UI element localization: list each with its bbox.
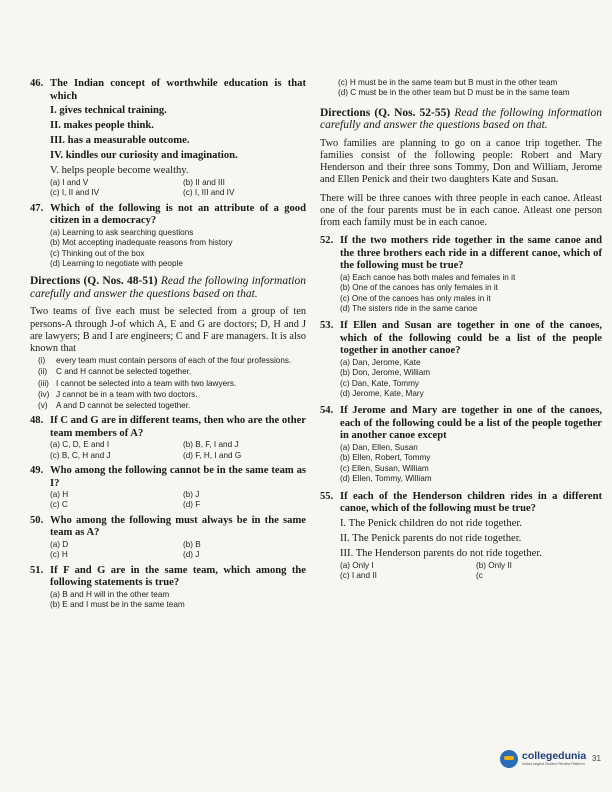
statement: III. The Henderson parents do not ride together. bbox=[340, 547, 542, 559]
question-number: 54. bbox=[320, 405, 334, 417]
option: (c) Ellen, Susan, William bbox=[340, 463, 429, 473]
options bbox=[30, 228, 306, 270]
collegedunia-logo bbox=[500, 750, 586, 768]
question-51 bbox=[30, 565, 306, 611]
question-text: Who among the following cannot be in the same team as I? bbox=[50, 465, 306, 489]
question-number: 46. bbox=[30, 78, 44, 89]
question-50 bbox=[30, 515, 306, 561]
directions-paragraph: Two teams of five each must be selected from a group of ten persons-A through J-of which A, E and G are doctors; D, H and J are lawyers; B and I are engineers; C and F are managers. It is also known that bbox=[30, 306, 306, 355]
question-number: 47. bbox=[30, 202, 44, 214]
question-text: Who among the following must always be in the same team as A? bbox=[50, 514, 306, 539]
directions-heading: Directions (Q. Nos. 52-55) bbox=[320, 106, 451, 119]
option: (b) Don, Jerome, William bbox=[340, 368, 431, 378]
question-47 bbox=[30, 203, 306, 270]
brand-name: collegedunia bbox=[522, 750, 587, 762]
graduate-mascot-icon bbox=[500, 750, 518, 768]
option: (c) Dan, Kate, Tommy bbox=[340, 378, 420, 388]
directions-52-55 bbox=[320, 107, 602, 229]
options bbox=[30, 440, 306, 461]
options bbox=[320, 273, 602, 315]
question-number: 48. bbox=[30, 415, 44, 427]
question-52 bbox=[320, 235, 602, 314]
option: (b) B bbox=[183, 539, 201, 549]
options bbox=[30, 178, 306, 199]
option: (d) Jerome, Kate, Mary bbox=[340, 389, 424, 399]
question-number: 50. bbox=[30, 514, 44, 526]
condition: (iv) J cannot be in a team with two doctors. bbox=[38, 389, 198, 399]
question-text: If Jerome and Mary are together in one of the canoes, each of the following could be a list of the people together in another canoe except bbox=[340, 405, 602, 442]
options bbox=[320, 358, 602, 400]
question-text: If each of the Henderson children rides in a different canoe, which of the following must be true? bbox=[340, 490, 602, 515]
option: (c) One of the canoes has only males in it bbox=[340, 293, 491, 303]
conditions-list bbox=[30, 355, 306, 411]
condition: (i) every team must contain persons of each of the four professions. bbox=[38, 356, 292, 366]
option: (b) J bbox=[183, 490, 200, 500]
options bbox=[30, 590, 306, 611]
left-column bbox=[30, 78, 306, 611]
question-text: If the two mothers ride together in the same canoe and the three brothers each ride in a different canoe, which of the following must be true? bbox=[340, 235, 602, 272]
option: (a) D bbox=[50, 539, 69, 549]
option: (d) C must be in the other team but D must be in the same team bbox=[338, 88, 570, 98]
option: (b) One of the canoes has only females in it bbox=[340, 283, 498, 293]
options bbox=[30, 540, 306, 561]
options bbox=[320, 561, 602, 582]
statement: II. The Penick parents do not ride together. bbox=[340, 532, 522, 544]
question-51-continued-options bbox=[320, 78, 602, 99]
option: (b) Ellen, Robert, Tommy bbox=[340, 453, 431, 463]
option: (b) II and III bbox=[183, 178, 225, 187]
brand-tagline: India's largest Student Review Platform bbox=[522, 762, 585, 766]
question-text: Which of the following is not an attribute of a good citizen in a democracy? bbox=[50, 202, 306, 227]
question-48 bbox=[30, 415, 306, 461]
condition: (iii) I cannot be selected into a team with two lawyers. bbox=[38, 378, 237, 388]
question-53 bbox=[320, 320, 602, 399]
directions-paragraph: There will be three canoes with three people in each canoe. Atleast one of the four parents must be in each canoe. Atleast one person from each family must be in each canoe. bbox=[320, 192, 602, 229]
question-number: 55. bbox=[320, 490, 334, 502]
option: (d) Learning to negotiate with people bbox=[50, 259, 183, 269]
option: (a) Learning to ask searching questions bbox=[50, 227, 194, 237]
options bbox=[320, 443, 602, 485]
condition: (v) A and D cannot be selected together. bbox=[38, 401, 191, 411]
option: (a) Dan, Jerome, Kate bbox=[340, 357, 421, 367]
directions-heading: Directions (Q. Nos. 48-51) bbox=[30, 275, 158, 288]
option: (d) Ellen, Tommy, William bbox=[340, 474, 432, 484]
question-text: If F and G are in the same team, which among the following statements is true? bbox=[50, 564, 306, 589]
page-number: 31 bbox=[592, 754, 601, 763]
option: (b) Only II bbox=[476, 560, 512, 570]
option: (c bbox=[476, 571, 483, 581]
question-text: The Indian concept of worthwhile education is that which bbox=[50, 78, 306, 102]
option: (d) F, H, I and G bbox=[183, 450, 242, 460]
question-text: If C and G are in different teams, then who are the other team members of A? bbox=[50, 415, 306, 439]
statement: V. helps people become wealthy. bbox=[50, 165, 189, 176]
question-number: 52. bbox=[320, 235, 334, 247]
option: (a) I and V bbox=[50, 178, 89, 187]
question-text: If Ellen and Susan are together in one of the canoes, which of the following could be a list of the people together in another canoe? bbox=[340, 320, 602, 357]
question-49 bbox=[30, 465, 306, 511]
statement: I. The Penick children do not ride together. bbox=[340, 517, 522, 529]
option: (a) Each canoe has both males and females in it bbox=[340, 272, 516, 282]
directions-paragraph: Two families are planning to go on a canoe trip together. The families consist of the following people: Robert and Mary Henderson and their three sons Tommy, Don and William, Jerome and Ellen Penick and their two daughters Kate and Susan. bbox=[320, 137, 602, 186]
option: (a) H bbox=[50, 490, 69, 500]
option: (a) B and H will in the other team bbox=[50, 589, 170, 599]
option: (b) B, F, I and J bbox=[183, 440, 239, 450]
question-number: 51. bbox=[30, 564, 44, 576]
options bbox=[30, 490, 306, 511]
option: (d) J bbox=[183, 550, 200, 560]
directions-instruction: Read the following information carefully and answer the questions based on that. bbox=[30, 275, 307, 300]
option: (a) Dan, Ellen, Susan bbox=[340, 442, 418, 452]
option: (c) Thinking out of the box bbox=[50, 248, 145, 258]
question-46 bbox=[30, 78, 306, 199]
statement: IV. kindles our curiosity and imagination. bbox=[50, 150, 238, 161]
option: (c) H must be in the same team but B must in the other team bbox=[338, 78, 558, 87]
statement: I. gives technical training. bbox=[50, 105, 167, 116]
right-column bbox=[320, 78, 602, 581]
option: (c) I, III and IV bbox=[183, 188, 235, 198]
option: (c) I and II bbox=[340, 571, 377, 581]
option: (a) C, D, E and I bbox=[50, 440, 110, 450]
option: (c) C bbox=[50, 500, 68, 510]
option: (c) B, C, H and J bbox=[50, 450, 111, 460]
option: (c) H bbox=[50, 550, 68, 560]
condition: (ii) C and H cannot be selected together. bbox=[38, 367, 192, 377]
question-number: 53. bbox=[320, 320, 334, 332]
question-54 bbox=[320, 405, 602, 484]
statement: II. makes people think. bbox=[50, 120, 154, 131]
question-55 bbox=[320, 491, 602, 582]
question-number: 49. bbox=[30, 465, 44, 477]
option: (b) Mot accepting inadequate reasons from history bbox=[50, 238, 233, 248]
option: (b) E and I must be in the same team bbox=[50, 600, 185, 610]
option: (c) I, II and IV bbox=[50, 188, 100, 198]
option: (d) F bbox=[183, 500, 201, 510]
statement: III. has a measurable outcome. bbox=[50, 135, 190, 146]
option: (a) Only I bbox=[340, 560, 374, 570]
option: (d) The sisters ride in the same canoe bbox=[340, 303, 478, 313]
directions-instruction: Read the following information carefully and answer the questions based on that. bbox=[320, 106, 602, 132]
directions-48-51 bbox=[30, 275, 306, 411]
